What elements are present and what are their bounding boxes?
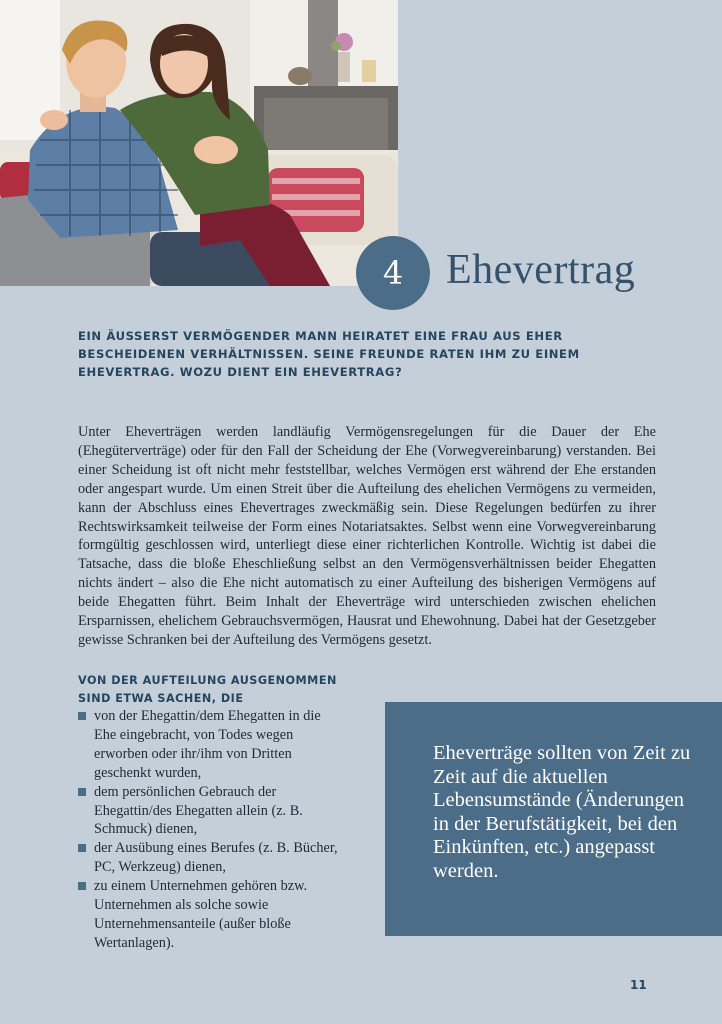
quote-text: Eheverträge sollten von Zeit zu Zeit auf die aktuellen Lebensumstände (Änderungen in der Berufstätigkeit, bei den Einkünften, etc.) angepasst werden.: [433, 742, 691, 882]
list-item: dem persönlichen Gebrauch der Ehegattin/des Ehegatten allein (z. B. Schmuck) dienen,: [78, 783, 338, 840]
exclusion-list: [78, 707, 338, 953]
chapter-number-badge: [356, 236, 430, 310]
couple-illustration: [0, 0, 398, 286]
couple-photo: [0, 0, 398, 286]
square-bullet-icon: [78, 882, 86, 890]
list-heading: VON DER AUFTEILUNG AUSGENOMMEN SIND ETWA SACHEN, DIE: [78, 674, 337, 705]
list-item: der Ausübung eines Berufes (z. B. Bücher, PC, Werkzeug) dienen,: [78, 839, 338, 877]
square-bullet-icon: [78, 712, 86, 720]
quote-box: [385, 702, 722, 936]
body-paragraph: Unter Eheverträgen werden landläufig Vermögensregelungen für die Dauer der Ehe (Ehegüterverträge) oder für den Fall der Scheidung der Ehe (Vorwegvereinbarung) verstanden. Bei einer Scheidung ist oft nicht mehr feststellbar, welches Vermögen erst während der Ehe erstanden oder angespart wurde. Um einen Streit über die Aufteilung des ehelichen Vermögens zu vermeiden, kann der Abschluss eines Ehevertrages zweckmäßig sein. Diese Regelungen bedürfen zu ihrer Rechtswirksamkeit teilweise der Form eines Notariatsaktes. Selbst wenn eine Vorwegvereinbarung formgültig geschlossen wird, unterliegt diese einer richterlichen Kontrolle. Wichtig ist dabei die Tatsache, dass die bloße Eheschließung selbst an den Vermögensverhältnissen beider Ehegatten nichts ändert – also die Ehe nicht automatisch zu einer Aufteilung des bisherigen Vermögens auf beide Ehegatten führt. Beim Inhalt der Eheverträge wird unterschieden zwischen ehelichen Ersparnissen, ehelichem Gebrauchsvermögen, Hausrat und Ehewohnung. Dabei hat der Gesetzgeber gewisse Schranken bei der Aufteilung des Vermögens gesetzt.: [78, 424, 656, 648]
chapter-title: Ehevertrag: [446, 247, 636, 293]
list-item: zu einem Unternehmen gehören bzw. Unternehmen als solche sowie Unternehmensanteile (außer bloße Wertanlagen).: [78, 877, 338, 953]
square-bullet-icon: [78, 844, 86, 852]
list-item: von der Ehegattin/dem Ehegatten in die Ehe eingebracht, von Todes wegen erworben oder ihr/ihm von Dritten geschenkt wurden,: [78, 707, 338, 783]
square-bullet-icon: [78, 788, 86, 796]
page-number: 11: [630, 978, 647, 992]
question-heading: EIN ÄUSSERST VERMÖGENDER MANN HEIRATET EINE FRAU AUS EHER BESCHEIDENEN VERHÄLTNISSEN. SEINE FREUNDE RATEN IHM ZU EINEM EHEVERTRAG. WOZU DIENT EIN EHEVERTRAG?: [78, 329, 580, 379]
chapter-number: 4: [382, 254, 404, 292]
